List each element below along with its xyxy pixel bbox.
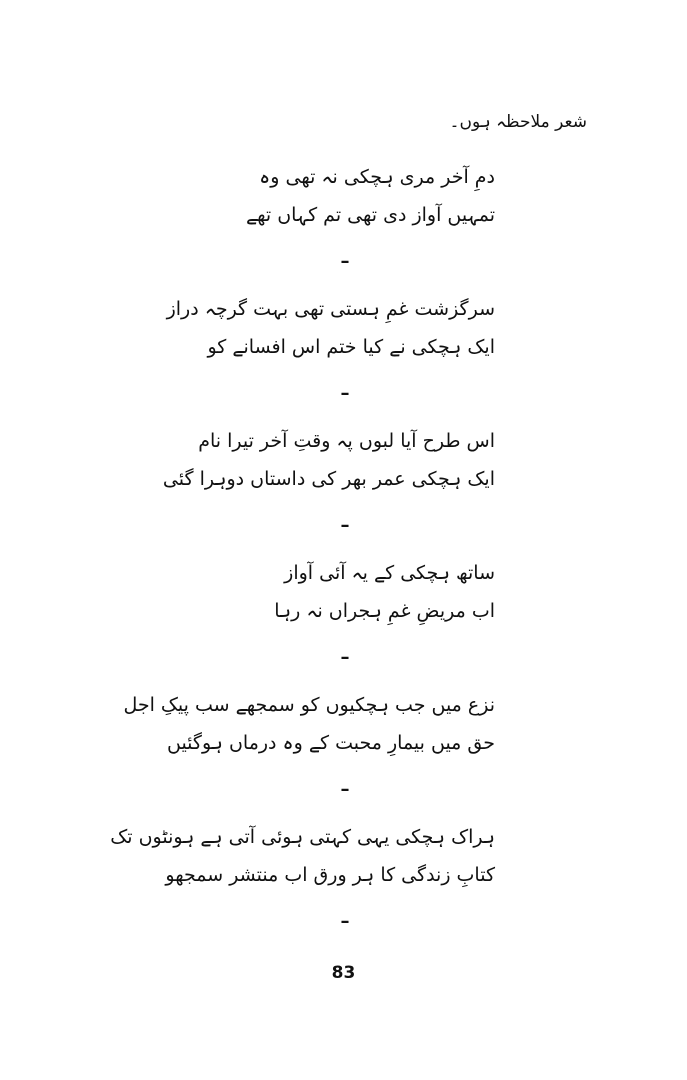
separator-dash: – [340,515,350,536]
intro-line: شعر ملاحظہ ہوں۔ [449,112,587,132]
separator-dash: – [340,647,350,668]
separator-dash: – [340,779,350,800]
verse-line: اب مریضِ غمِ ہجراں نہ رہا [274,600,495,622]
verse-line: دمِ آخر مری ہچکی نہ تھی وہ [259,166,495,188]
verse-line: کتابِ زندگی کا ہر ورق اب منتشر سمجھو [165,864,495,886]
verse-line: ایک ہچکی عمر بھر کی داستاں دوہرا گئی [162,468,495,490]
separator-dash: – [340,251,350,272]
couplet [162,422,495,498]
couplet [166,290,495,366]
separator-dash: – [340,383,350,404]
verse-line: حق میں بیمارِ محبت کے وہ درماں ہوگئیں [166,732,495,754]
page-number: 83 [331,963,356,983]
verse-line: ایک ہچکی نے کیا ختم اس افسانے کو [207,336,495,358]
verse-line: اس طرح آیا لبوں پہ وقتِ آخر تیرا نام [198,430,495,452]
verse-line: سرگزشت غمِ ہستی تھی بہت گرچہ دراز [166,298,495,320]
couplet [110,818,495,894]
couplet [195,158,495,234]
verse-line: نزع میں جب ہچکیوں کو سمجھے سب پیکِ اجل [123,694,495,716]
verse-line: ہراک ہچکی یہی کہتی ہوئی آتی ہے ہونٹوں تک [110,826,495,848]
poem-block [110,158,495,950]
couplet [195,554,495,630]
verse-line: ساتھ ہچکی کے یہ آئی آواز [284,562,495,584]
verse-line: تمہیں آواز دی تھی تم کہاں تھے [246,204,495,226]
couplet [123,686,495,762]
separator-dash: – [340,911,350,932]
